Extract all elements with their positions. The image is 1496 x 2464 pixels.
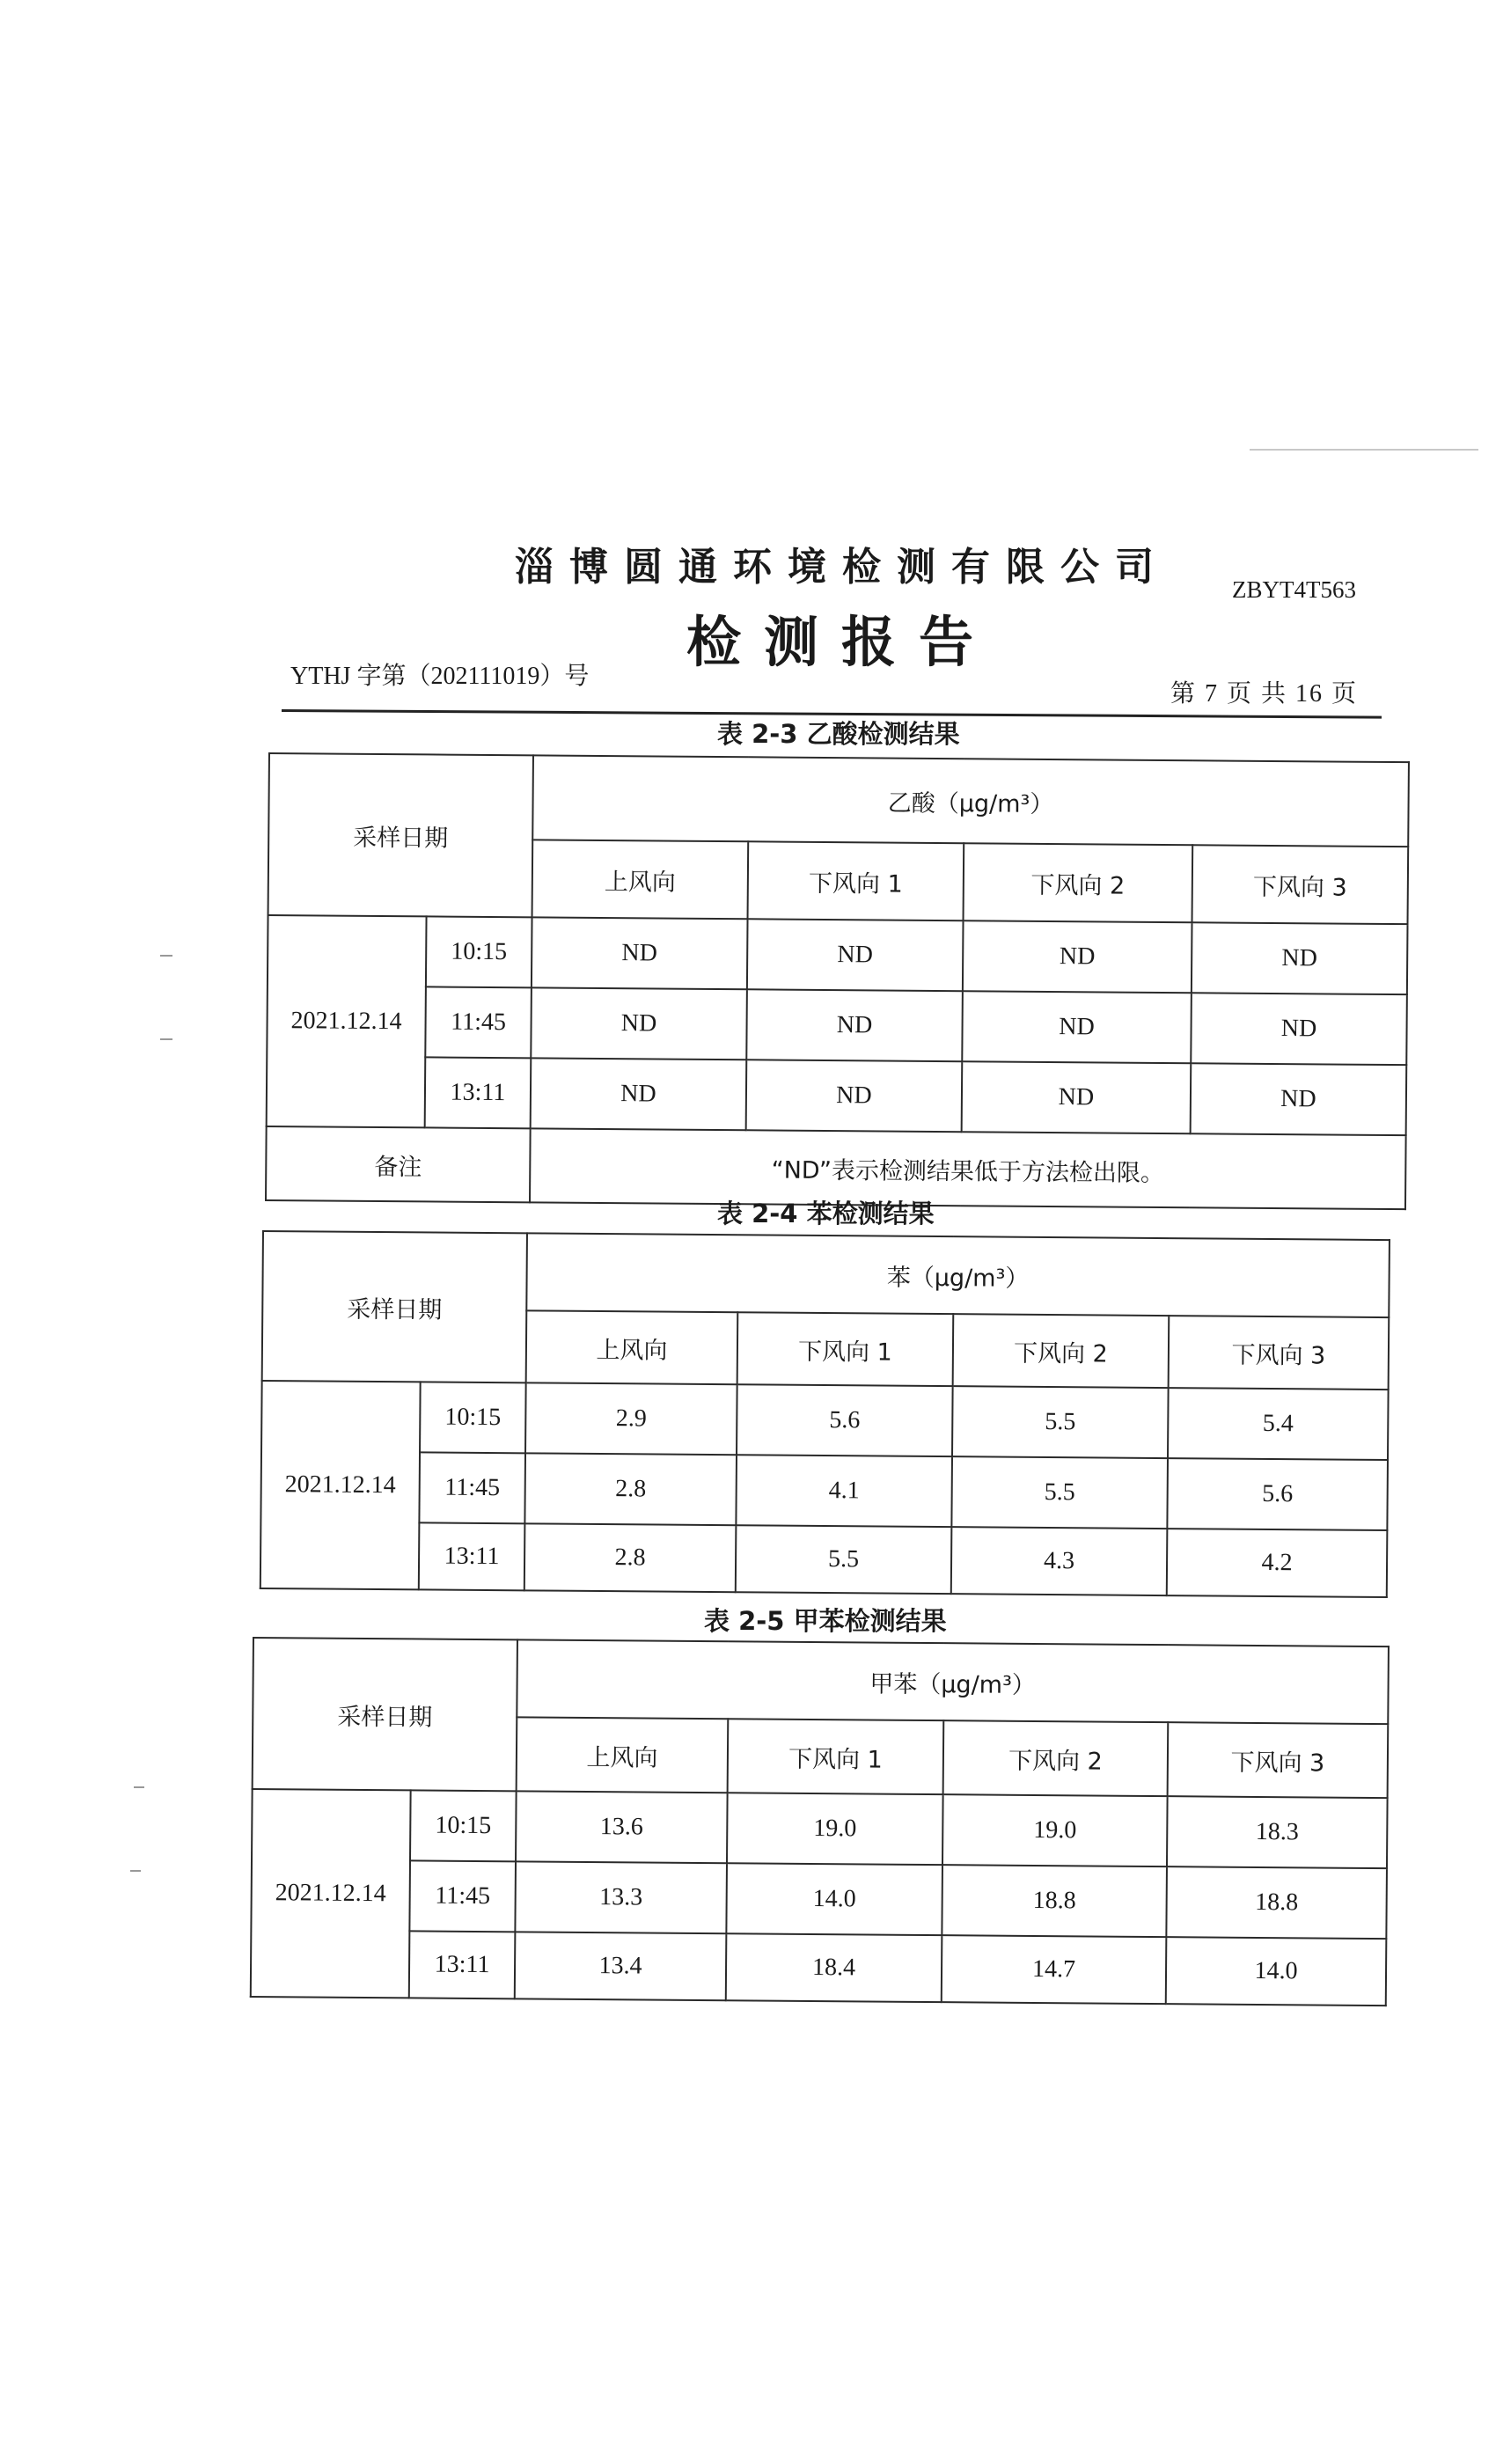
report-title: 检测报告 (686, 610, 997, 674)
table-cell: ND (532, 917, 748, 989)
table-cell: 18.8 (942, 1865, 1167, 1937)
table-cell: ND (962, 1061, 1192, 1133)
sampling-time: 11:45 (409, 1860, 516, 1932)
table-cell: 18.3 (1167, 1796, 1388, 1868)
table-cell: ND (962, 991, 1192, 1063)
table-caption-benzene: 表 2-4 苯检测结果 (717, 1199, 935, 1228)
sampling-time: 13:11 (425, 1057, 532, 1128)
table-cell: 13.4 (515, 1932, 727, 2000)
table-cell: 5.5 (952, 1386, 1169, 1458)
column-header: 上风向 (532, 840, 749, 919)
table-cell: ND (531, 987, 747, 1060)
report-number: YTHJ 字第（202111019）号 (290, 663, 590, 690)
sampling-time: 10:15 (410, 1790, 517, 1861)
table-cell: 5.6 (1167, 1458, 1388, 1530)
date-header: 采样日期 (268, 753, 533, 917)
company-name: 淄博圆通环境检测有限公司 (515, 545, 1170, 590)
sampling-date: 2021.12.14 (251, 1789, 411, 1998)
column-header: 下风向 2 (964, 843, 1193, 922)
sampling-time: 11:45 (419, 1452, 525, 1523)
table-caption-toluene: 表 2-5 甲苯检测结果 (704, 1606, 947, 1636)
table-cell: 18.8 (1166, 1866, 1387, 1939)
table-toluene (250, 1637, 1390, 2006)
table-cell: ND (963, 920, 1192, 993)
table-cell: ND (1192, 922, 1408, 994)
table-acetic-acid (265, 752, 1410, 1210)
column-header: 上风向 (526, 1310, 738, 1384)
table-cell: 14.0 (1166, 1937, 1387, 2006)
table-cell: ND (531, 1058, 747, 1130)
sampling-date: 2021.12.14 (260, 1381, 421, 1589)
table-cell: 13.3 (515, 1861, 727, 1933)
table-cell: 18.4 (726, 1933, 942, 2002)
table-cell: 4.2 (1167, 1529, 1388, 1597)
scan-speck (134, 1786, 144, 1788)
substance-header: 苯（μg/m³） (526, 1233, 1390, 1317)
scan-speck (130, 1870, 141, 1872)
table-caption-acetic-acid: 表 2-3 乙酸检测结果 (717, 719, 960, 749)
column-header: 下风向 3 (1168, 1722, 1389, 1798)
substance-header: 甲苯（μg/m³） (517, 1639, 1389, 1724)
table-cell: ND (746, 989, 963, 1061)
table-cell: ND (1191, 1063, 1407, 1135)
column-header: 上风向 (517, 1717, 729, 1793)
date-header: 采样日期 (262, 1231, 527, 1382)
column-header: 下风向 1 (748, 841, 964, 920)
column-header: 下风向 1 (728, 1719, 944, 1794)
table-cell: 5.4 (1168, 1388, 1389, 1460)
page-number: 第 7 页 共 16 页 (1170, 680, 1359, 708)
column-header: 下风向 2 (943, 1720, 1169, 1796)
sampling-time: 10:15 (420, 1382, 526, 1453)
table-cell: 4.1 (736, 1455, 952, 1527)
substance-header: 乙酸（μg/m³） (532, 755, 1409, 847)
table-cell: ND (1191, 993, 1407, 1065)
column-header: 下风向 1 (737, 1312, 954, 1386)
table-cell: 2.8 (524, 1453, 737, 1525)
table-cell: 13.6 (516, 1791, 728, 1863)
table-cell: 19.0 (942, 1794, 1168, 1866)
table-cell: 5.5 (736, 1525, 952, 1594)
sampling-time: 13:11 (409, 1931, 516, 1998)
scan-speck (160, 955, 172, 957)
scan-artifact-line (1250, 449, 1478, 451)
table-cell: ND (746, 1060, 963, 1132)
sampling-time: 10:15 (426, 916, 532, 987)
column-header: 下风向 2 (953, 1314, 1170, 1388)
column-header: 下风向 3 (1169, 1316, 1390, 1390)
document-code: ZBYT4T563 (1232, 576, 1356, 603)
column-header: 下风向 3 (1192, 845, 1409, 924)
table-cell: 14.7 (942, 1935, 1167, 2004)
note-text: “ND”表示检测结果低于方法检出限。 (530, 1128, 1406, 1209)
table-cell: 2.8 (524, 1523, 737, 1592)
sampling-date: 2021.12.14 (267, 915, 427, 1127)
date-header: 采样日期 (253, 1638, 517, 1791)
sampling-time: 11:45 (425, 986, 532, 1058)
scan-speck (160, 1038, 172, 1040)
note-label: 备注 (266, 1126, 531, 1202)
table-cell: 14.0 (726, 1863, 942, 1935)
table-cell: 5.6 (737, 1384, 953, 1456)
table-cell: 2.9 (525, 1382, 737, 1455)
table-cell: 4.3 (951, 1527, 1168, 1595)
table-cell: 19.0 (727, 1793, 943, 1865)
table-cell: ND (747, 919, 964, 991)
sampling-time: 13:11 (419, 1522, 525, 1590)
table-cell: 5.5 (951, 1456, 1168, 1529)
table-benzene (260, 1230, 1390, 1598)
